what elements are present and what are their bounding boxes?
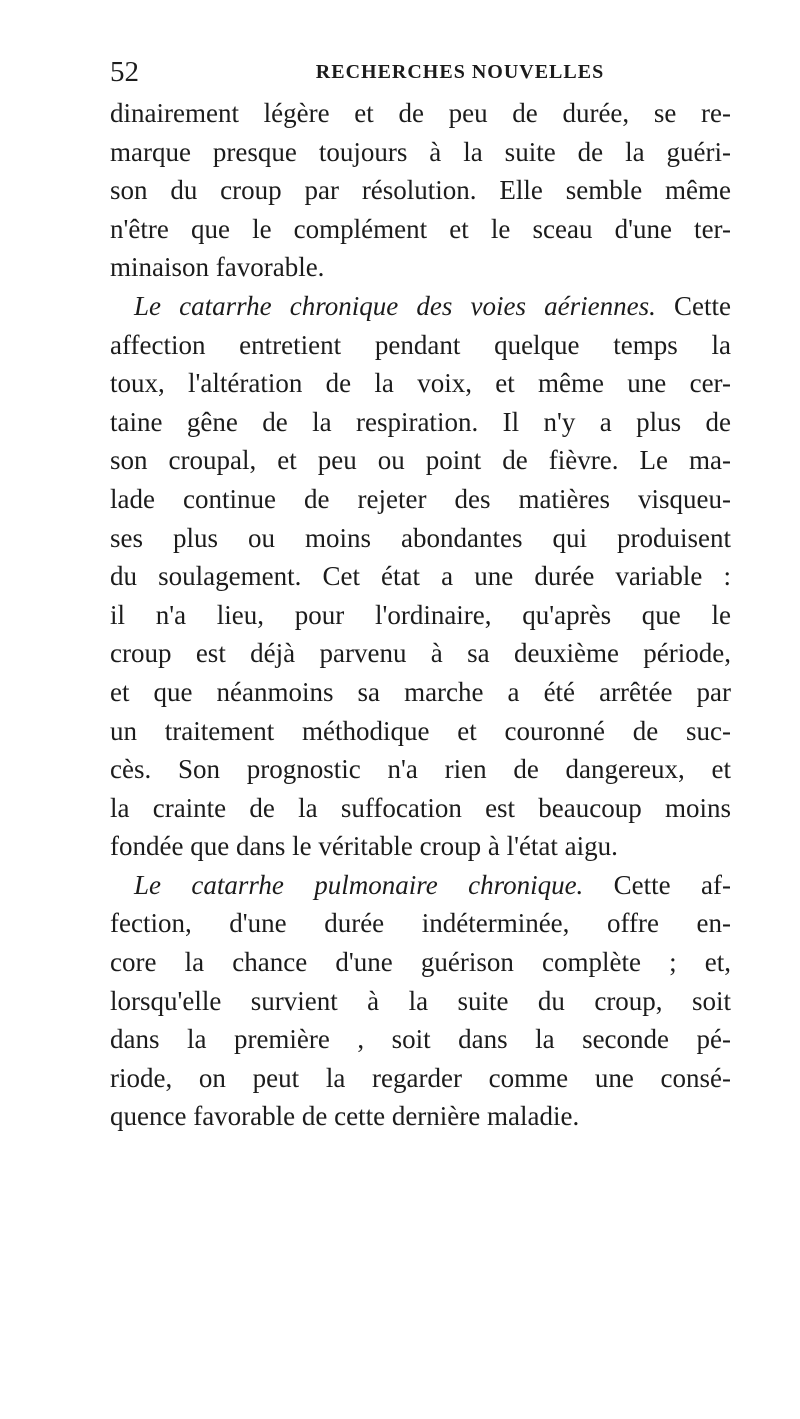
- text-line: [110, 943, 731, 982]
- text-line: [110, 982, 731, 1021]
- text-line: [110, 480, 731, 519]
- text-segment: et que néanmoins sa marche a été arrêtée par: [110, 676, 731, 707]
- text-segment: du soulagement. Cet état a une durée variable :: [110, 561, 731, 592]
- text-line: [110, 866, 731, 905]
- text-segment: son croupal, et peu ou point de fièvre. Le ma-: [110, 445, 731, 476]
- text-line: [110, 403, 731, 442]
- text-segment: la crainte de la suffocation est beaucoup moins: [110, 792, 731, 823]
- body-text: [110, 94, 731, 1136]
- text-segment: il n'a lieu, pour l'ordinaire, qu'après que le: [110, 599, 731, 630]
- text-segment: ses plus ou moins abondantes qui produisent: [110, 522, 731, 553]
- page-header: [110, 52, 730, 92]
- text-line: [110, 364, 731, 403]
- text-segment: Cette af-: [583, 869, 731, 900]
- text-segment: toux, l'altération de la voix, et même une cer-: [110, 368, 731, 399]
- text-line: [110, 557, 731, 596]
- text-line: [110, 171, 731, 210]
- text-line: [110, 827, 731, 866]
- text-segment: affection entretient pendant quelque temps la: [110, 329, 731, 360]
- text-line: [110, 673, 731, 712]
- text-line: [110, 248, 731, 287]
- italic-heading: Le catarrhe chronique des voies aériennes.: [134, 290, 656, 321]
- text-segment: riode, on peut la regarder comme une consé-: [110, 1062, 731, 1093]
- text-line: [110, 712, 731, 751]
- text-segment: dans la première , soit dans la seconde pé-: [110, 1024, 731, 1055]
- text-line: [110, 94, 731, 133]
- text-segment: quence favorable de cette dernière maladie.: [110, 1101, 580, 1132]
- text-line: [110, 1097, 731, 1136]
- text-line: [110, 1059, 731, 1098]
- text-line: [110, 519, 731, 558]
- page-number: 52: [110, 56, 139, 88]
- text-segment: marque presque toujours à la suite de la guéri-: [110, 136, 731, 167]
- text-line: [110, 596, 731, 635]
- text-segment: Cette: [655, 290, 731, 321]
- text-line: [110, 287, 731, 326]
- text-line: [110, 326, 731, 365]
- text-segment: minaison favorable.: [110, 252, 325, 283]
- text-segment: lorsqu'elle survient à la suite du croup, soit: [110, 985, 731, 1016]
- text-segment: un traitement méthodique et couronné de suc-: [110, 715, 731, 746]
- text-line: [110, 441, 731, 480]
- text-segment: core la chance d'une guérison complète ; et,: [110, 947, 731, 978]
- text-segment: son du croup par résolution. Elle semble même: [110, 175, 731, 206]
- text-line: [110, 133, 731, 172]
- text-line: [110, 210, 731, 249]
- text-segment: n'être que le complément et le sceau d'une ter-: [110, 213, 731, 244]
- text-line: [110, 750, 731, 789]
- text-segment: lade continue de rejeter des matières visqueu-: [110, 483, 731, 514]
- running-head: RECHERCHES NOUVELLES: [315, 61, 605, 83]
- text-line: [110, 904, 731, 943]
- text-line: [110, 789, 731, 828]
- text-segment: croup est déjà parvenu à sa deuxième période,: [110, 638, 731, 669]
- text-segment: cès. Son prognostic n'a rien de dangereux, et: [110, 754, 731, 785]
- text-line: [110, 1020, 731, 1059]
- text-line: [110, 634, 731, 673]
- text-segment: fondée que dans le véritable croup à l'état aigu.: [110, 831, 618, 862]
- italic-heading: Le catarrhe pulmonaire chronique.: [134, 869, 584, 900]
- text-segment: fection, d'une durée indéterminée, offre en-: [110, 908, 731, 939]
- text-segment: dinairement légère et de peu de durée, se re-: [110, 98, 731, 128]
- text-segment: taine gêne de la respiration. Il n'y a plus de: [110, 406, 731, 437]
